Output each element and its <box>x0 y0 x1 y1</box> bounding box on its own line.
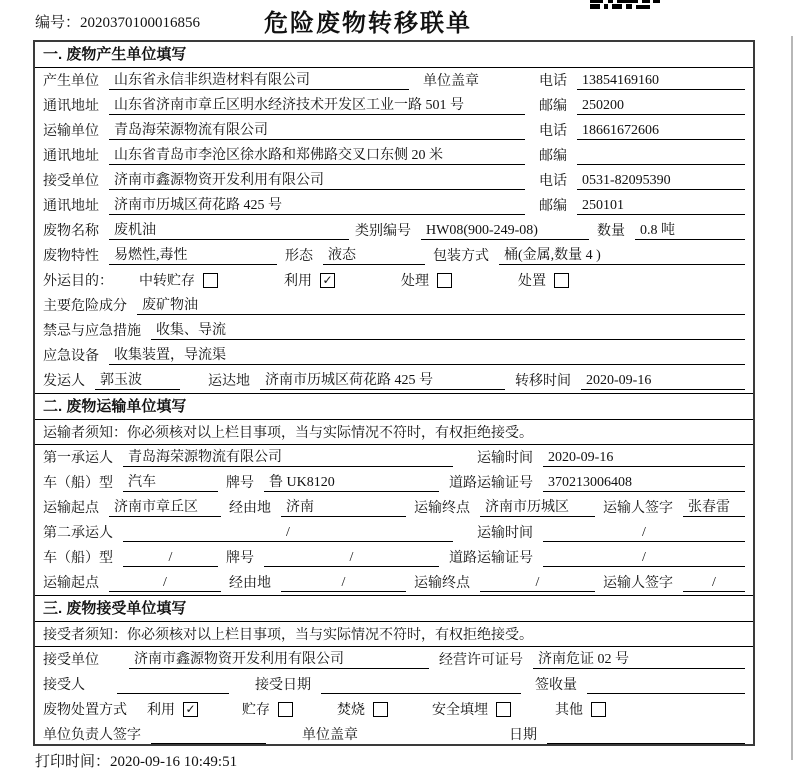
row-producer <box>35 68 753 93</box>
date-label: 日期 <box>509 728 537 743</box>
section-receiver <box>35 595 753 747</box>
unit-seal-label: 单位盖章 <box>423 74 479 89</box>
receiver-address-label: 通讯地址 <box>43 199 99 214</box>
checkbox-option-label: 利用 <box>284 274 312 289</box>
receiver-seal-label: 单位盖章 <box>302 728 358 743</box>
carrier1-value: 青岛海荣源物流有限公司 <box>123 446 453 467</box>
page-edge-line <box>791 36 793 760</box>
receiver-address-value: 济南市历城区荷花路 425 号 <box>109 194 525 215</box>
producer-label: 产生单位 <box>43 74 99 89</box>
carrier2-label: 第二承运人 <box>43 526 113 541</box>
transfer-time-value: 2020-09-16 <box>581 373 745 390</box>
transporter-phone-label: 电话 <box>539 124 567 139</box>
carrier2-plate-value: / <box>264 550 439 567</box>
row-receiver-address <box>35 193 753 218</box>
row-consignor <box>35 368 753 393</box>
taboo-label: 禁忌与应急措施 <box>43 324 141 339</box>
carrier2-value: / <box>123 525 453 542</box>
carrier2-time-value: / <box>543 525 745 542</box>
row-receiver <box>35 168 753 193</box>
waste-name-value: 废机油 <box>109 219 349 240</box>
checkbox-checked-icon: ✓ <box>320 273 335 288</box>
packing-value: 桶(金属,数量 4 ) <box>499 244 745 265</box>
doc-number-value: 2020370100016856 <box>80 15 201 31</box>
destination-value: 济南市历城区荷花路 425 号 <box>260 369 505 390</box>
row-disposal <box>35 697 753 722</box>
carrier1-permit-value: 370213006408 <box>543 475 745 492</box>
carrier1-time-value: 2020-09-16 <box>543 450 745 467</box>
transporter-notice-text: 运输者须知：你必须核对以上栏目事项，当与实际情况不符时，有权拒绝接受。 <box>43 426 533 441</box>
section2-header: 二. 废物运输单位填写 <box>35 394 753 420</box>
row-transporter <box>35 118 753 143</box>
checkbox-option <box>555 699 606 719</box>
checkbox-unchecked-icon <box>278 702 293 717</box>
head-sign-value <box>151 727 266 744</box>
checkbox-option-label: 安全填埋 <box>432 703 488 718</box>
date-value <box>547 727 745 744</box>
checkbox-option <box>147 699 198 719</box>
checkbox-option <box>139 270 218 290</box>
carrier2-sign-label: 运输人签字 <box>603 576 673 591</box>
carrier2-permit-label: 道路运输证号 <box>449 551 533 566</box>
checkbox-checked-icon: ✓ <box>183 702 198 717</box>
checkbox-option <box>401 270 452 290</box>
transporter-label: 运输单位 <box>43 124 99 139</box>
receiver-zip-label: 邮编 <box>539 199 567 214</box>
row-taboo <box>35 318 753 343</box>
row-transporter-address <box>35 143 753 168</box>
section-producer <box>35 42 753 393</box>
form-value: 液态 <box>323 244 425 265</box>
receiver-label: 接受单位 <box>43 174 99 189</box>
carrier1-sign-label: 运输人签字 <box>603 501 673 516</box>
checkbox-option <box>284 270 335 290</box>
row-purpose <box>35 268 753 293</box>
producer-zip-label: 邮编 <box>539 99 567 114</box>
checkbox-option-label: 焚烧 <box>337 703 365 718</box>
carrier1-vehicle-value: 汽车 <box>123 471 218 492</box>
checkbox-option-label: 其他 <box>555 703 583 718</box>
row-carrier2 <box>35 520 753 545</box>
carrier2-via-value: / <box>281 575 406 592</box>
purpose-checkbox-group <box>139 270 569 290</box>
carrier2-vehicle-value: / <box>123 550 218 567</box>
category-label: 类别编号 <box>355 224 411 239</box>
equipment-value: 收集装置，导流渠 <box>109 344 745 365</box>
print-time-value: 2020-09-16 10:49:51 <box>110 754 238 770</box>
acceptor-label: 接受人 <box>43 678 85 693</box>
row-carrier2-route <box>35 570 753 595</box>
destination-label: 运达地 <box>208 374 250 389</box>
quantity-label: 数量 <box>597 224 625 239</box>
received-qty-value <box>587 677 745 694</box>
checkbox-option <box>432 699 511 719</box>
taboo-value: 收集、导流 <box>151 319 745 340</box>
carrier1-origin-value: 济南市章丘区 <box>109 496 221 517</box>
checkbox-option-label: 利用 <box>147 703 175 718</box>
carrier2-permit-value: / <box>543 550 745 567</box>
carrier1-plate-label: 牌号 <box>226 476 254 491</box>
packing-label: 包装方式 <box>433 249 489 264</box>
row-head-sign <box>35 722 753 747</box>
producer-value: 山东省永信非织造材料有限公司 <box>109 69 409 90</box>
transporter-address-value: 山东省青岛市李沧区徐水路和郑佛路交叉口东侧 20 米 <box>109 144 525 165</box>
carrier2-origin-value: / <box>109 575 221 592</box>
carrier2-vehicle-label: 车（船）型 <box>43 551 113 566</box>
checkbox-unchecked-icon <box>591 702 606 717</box>
carrier2-time-label: 运输时间 <box>477 526 533 541</box>
row-accept-unit <box>35 647 753 672</box>
checkbox-unchecked-icon <box>203 273 218 288</box>
waste-name-label: 废物名称 <box>43 224 99 239</box>
transporter-zip-value <box>577 148 745 165</box>
row-transporter-notice <box>35 420 753 445</box>
checkbox-unchecked-icon <box>437 273 452 288</box>
row-acceptor <box>35 672 753 697</box>
manifest-table <box>33 40 755 746</box>
page-title: 危险废物转移联单 <box>264 10 472 37</box>
receiver-zip-value: 250101 <box>577 198 745 215</box>
row-equipment <box>35 343 753 368</box>
character-value: 易燃性,毒性 <box>109 244 277 265</box>
checkbox-option-label: 处置 <box>518 274 546 289</box>
carrier1-sign-value: 张春雷 <box>683 496 745 517</box>
row-carrier2-vehicle <box>35 545 753 570</box>
checkbox-option <box>518 270 569 290</box>
row-receiver-notice <box>35 622 753 647</box>
receiver-phone-value: 0531-82095390 <box>577 173 745 190</box>
carrier2-via-label: 经由地 <box>229 576 271 591</box>
checkbox-option-label: 贮存 <box>242 703 270 718</box>
carrier1-label: 第一承运人 <box>43 451 113 466</box>
checkbox-option-label: 处理 <box>401 274 429 289</box>
checkbox-option-label: 中转贮存 <box>139 274 195 289</box>
producer-address-label: 通讯地址 <box>43 99 99 114</box>
receiver-phone-label: 电话 <box>539 174 567 189</box>
form-label: 形态 <box>285 249 313 264</box>
carrier1-time-label: 运输时间 <box>477 451 533 466</box>
carrier1-origin-label: 运输起点 <box>43 501 99 516</box>
producer-address-value: 山东省济南市章丘区明水经济技术开发区工业一路 501 号 <box>109 94 525 115</box>
receiver-notice-text: 接受者须知：你必须核对以上栏目事项，当与实际情况不符时，有权拒绝接受。 <box>43 628 533 643</box>
transporter-phone-value: 18661672606 <box>577 123 745 140</box>
hazard-value: 废矿物油 <box>137 294 745 315</box>
row-waste-character <box>35 243 753 268</box>
character-label: 废物特性 <box>43 249 99 264</box>
producer-phone-value: 13854169160 <box>577 73 745 90</box>
checkbox-option <box>242 699 293 719</box>
row-carrier1-vehicle <box>35 470 753 495</box>
print-time-label: 打印时间： <box>35 754 111 770</box>
consignor-label: 发运人 <box>43 374 85 389</box>
checkbox-unchecked-icon <box>373 702 388 717</box>
disposal-label: 废物处置方式 <box>43 703 127 718</box>
carrier1-terminus-label: 运输终点 <box>414 501 470 516</box>
accept-unit-label: 接受单位 <box>43 653 99 668</box>
carrier2-terminus-value: / <box>480 575 595 592</box>
row-waste-name <box>35 218 753 243</box>
accept-date-label: 接受日期 <box>255 678 311 693</box>
carrier2-sign-value: / <box>683 575 745 592</box>
accept-date-value <box>321 677 521 694</box>
doc-number-label: 编号： <box>35 15 81 31</box>
row-hazard <box>35 293 753 318</box>
carrier2-terminus-label: 运输终点 <box>414 576 470 591</box>
purpose-label: 外运目的： <box>43 274 113 289</box>
license-label: 经营许可证号 <box>439 653 523 668</box>
carrier1-terminus-value: 济南市历城区 <box>480 496 595 517</box>
carrier1-vehicle-label: 车（船）型 <box>43 476 113 491</box>
transporter-address-label: 通讯地址 <box>43 149 99 164</box>
disposal-checkbox-group <box>147 699 606 719</box>
received-qty-label: 签收量 <box>535 678 577 693</box>
carrier1-via-value: 济南 <box>281 496 406 517</box>
head-sign-label: 单位负责人签字 <box>43 728 141 743</box>
checkbox-unchecked-icon <box>554 273 569 288</box>
acceptor-value <box>117 677 229 694</box>
category-value: HW08(900-249-08) <box>421 223 589 240</box>
checkbox-unchecked-icon <box>496 702 511 717</box>
section-transporter <box>35 393 753 595</box>
accept-unit-value: 济南市鑫源物资开发利用有限公司 <box>129 648 429 669</box>
row-carrier1-route <box>35 495 753 520</box>
carrier2-origin-label: 运输起点 <box>43 576 99 591</box>
hazard-label: 主要危险成分 <box>43 299 127 314</box>
checkbox-option <box>337 699 388 719</box>
quantity-value: 0.8 吨 <box>635 219 745 240</box>
row-carrier1 <box>35 445 753 470</box>
transporter-value: 青岛海荣源物流有限公司 <box>109 119 525 140</box>
carrier2-plate-label: 牌号 <box>226 551 254 566</box>
receiver-value: 济南市鑫源物资开发利用有限公司 <box>109 169 525 190</box>
qr-code-fragment-icon <box>590 0 660 9</box>
carrier1-via-label: 经由地 <box>229 501 271 516</box>
carrier1-permit-label: 道路运输证号 <box>449 476 533 491</box>
section1-header: 一. 废物产生单位填写 <box>35 42 753 68</box>
transporter-zip-label: 邮编 <box>539 149 567 164</box>
row-producer-address <box>35 93 753 118</box>
equipment-label: 应急设备 <box>43 349 99 364</box>
consignor-value: 郭玉波 <box>95 369 180 390</box>
section3-header: 三. 废物接受单位填写 <box>35 596 753 622</box>
producer-phone-label: 电话 <box>539 74 567 89</box>
carrier1-plate-value: 鲁 UK8120 <box>264 471 439 492</box>
license-value: 济南危证 02 号 <box>533 648 745 669</box>
producer-zip-value: 250200 <box>577 98 745 115</box>
transfer-time-label: 转移时间 <box>515 374 571 389</box>
